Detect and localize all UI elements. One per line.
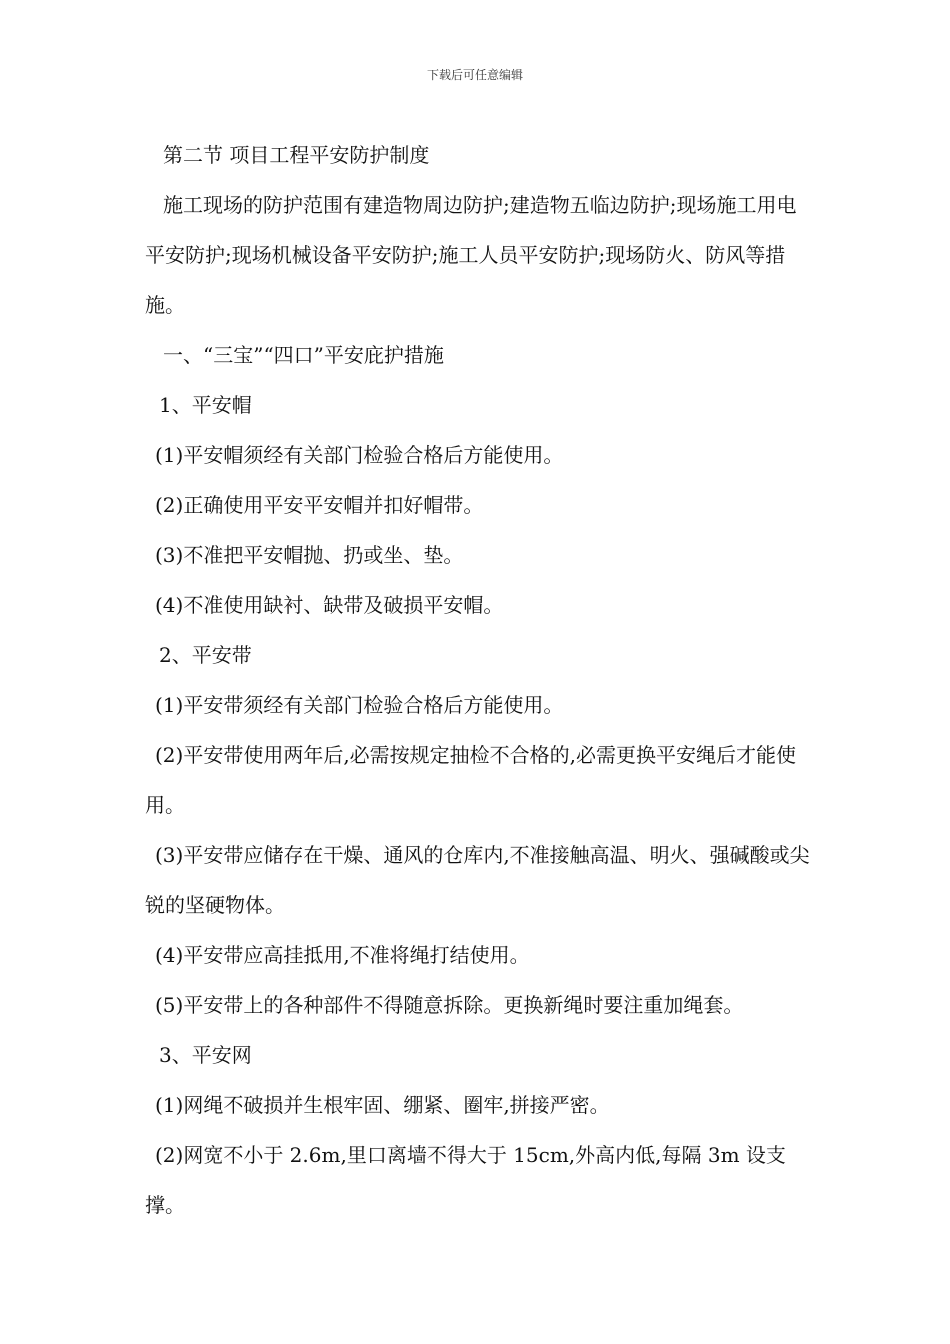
list-item: (3)平安带应储存在干燥、通风的仓库内,不准接触高温、明火、强碱酸或尖锐的坚硬物体。 bbox=[145, 843, 810, 917]
list-item: (2)平安带使用两年后,必需按规定抽检不合格的,必需更换平安绳后才能使用。 bbox=[145, 743, 797, 817]
list-item: (5)平安带上的各种部件不得随意拆除。更换新绳时要注重加绳套。 bbox=[155, 993, 744, 1017]
list-item: (4)不准使用缺衬、缺带及破损平安帽。 bbox=[155, 593, 504, 617]
item-heading-helmet: 1、平安帽 bbox=[159, 393, 252, 417]
section-title: 第二节 项目工程平安防护制度 bbox=[163, 143, 430, 167]
list-item: (1)平安带须经有关部门检验合格后方能使用。 bbox=[155, 693, 564, 717]
list-item: (4)平安带应高挂抵用,不准将绳打结使用。 bbox=[155, 943, 530, 967]
item-heading-net: 3、平安网 bbox=[159, 1043, 252, 1067]
item-heading-belt: 2、平安带 bbox=[159, 643, 252, 667]
page-header: 下载后可任意编辑 bbox=[426, 68, 523, 82]
intro-paragraph: 施工现场的防护范围有建造物周边防护;建造物五临边防护;现场施工用电平安防护;现场机械设备平安防护;施工人员平安防护;现场防火、防风等措施。 bbox=[145, 193, 797, 317]
list-item: (2)网宽不小于 2.6m,里口离墙不得大于 15cm,外高内低,每隔 3m 设支撑。 bbox=[145, 1143, 786, 1217]
list-item: (2)正确使用平安平安帽并扣好帽带。 bbox=[155, 493, 484, 517]
subsection-heading: 一、“三宝”“四口”平安庇护措施 bbox=[163, 343, 444, 367]
list-item: (1)网绳不破损并生根牢固、绷紧、圈牢,拼接严密。 bbox=[155, 1093, 610, 1117]
document-body bbox=[145, 130, 810, 1230]
list-item: (3)不准把平安帽抛、扔或坐、垫。 bbox=[155, 543, 464, 567]
list-item: (1)平安帽须经有关部门检验合格后方能使用。 bbox=[155, 443, 564, 467]
